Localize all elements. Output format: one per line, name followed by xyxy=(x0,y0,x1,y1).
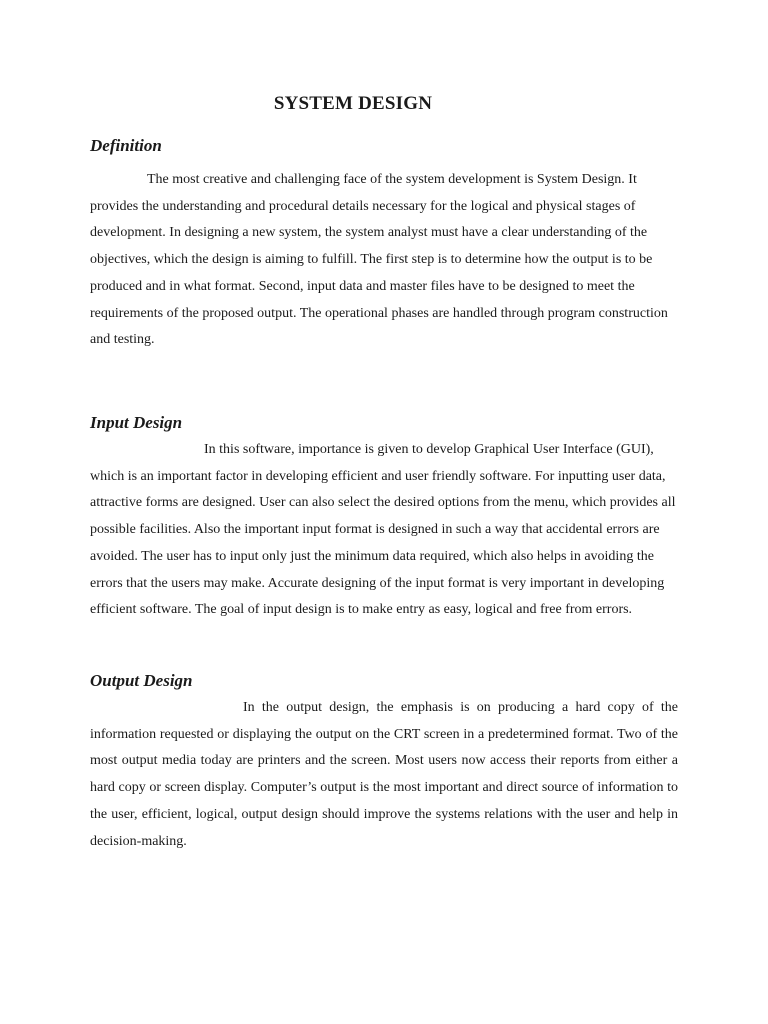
section-heading-definition: Definition xyxy=(90,136,162,155)
section-heading-input-design: Input Design xyxy=(90,413,183,432)
section-body-definition: The most creative and challenging face of the system development is System Design. It provides the understanding and procedural details necessary for the logical and physical stages of development. In designing a new system, the system analyst must have a clear understanding of the objectives, which the design is aiming to fulfill. The first step is to determine how the output is to be produced and in what format. Second, input data and master files have to be designed to meet the requirements of the proposed output. The operational phases are handled through program construction and testing. xyxy=(90,172,668,348)
section-heading-output-design: Output Design xyxy=(90,671,193,690)
section-body-input-design: In this software, importance is given to develop Graphical User Interface (GUI), which is an important factor in developing efficient and user friendly software. For inputting user data, attractive forms are designed. User can also select the desired options from the menu, which provides all possible facilities. Also the important input format is designed in such a way that accidental errors are avoided. The user has to input only just the minimum data required, which also helps in avoiding the errors that the users may make. Accurate designing of the input format is very important in developing efficient software. The goal of input design is to make entry as easy, logical and free from errors. xyxy=(90,442,676,618)
page-title: SYSTEM DESIGN xyxy=(273,93,433,114)
section-body-output-design: In the output design, the emphasis is on producing a hard copy of the information requested or displaying the output on the CRT screen in a predetermined format. Two of the most output media today are printers and the screen. Most users now access their reports from either a hard copy or screen display. Computer’s output is the most important and direct source of information to the user, efficient, logical, output design should improve the systems relations with the user and help in decision-making. xyxy=(90,700,678,849)
